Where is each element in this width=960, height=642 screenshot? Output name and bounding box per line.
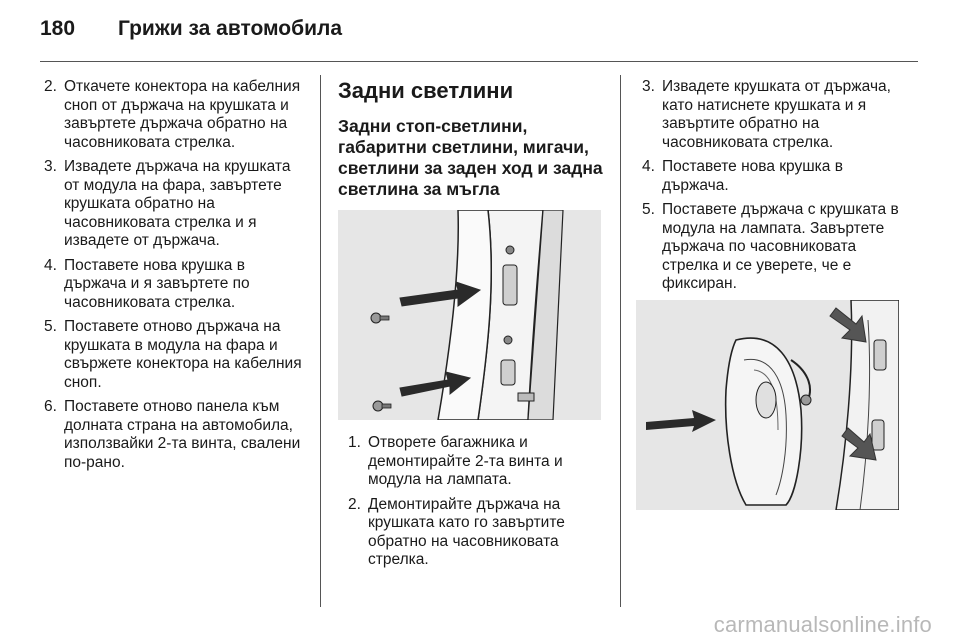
step-number: 3. (44, 158, 57, 175)
page-header (0, 0, 960, 60)
step-text: Демонтирайте държача на крушката като го завъртите обратно на часовниковата стрелка. (368, 495, 565, 568)
step-number: 5. (642, 201, 655, 218)
column-divider-1 (320, 75, 321, 607)
section-title: Задни светлини (338, 78, 514, 103)
step-number: 2. (44, 78, 57, 95)
column-divider-2 (620, 75, 621, 607)
column-right (642, 78, 904, 510)
step-item (44, 398, 310, 472)
step-text: Поставете отново държача на крушката в модула на фара и свържете конектора на кабелния сноп. (64, 318, 302, 391)
watermark: carmanualsonline.info (713, 612, 932, 637)
bulb-holder-illustration (636, 300, 899, 510)
step-text: Отворете багажника и демонтирайте 2-та винта и модула на лампата. (368, 434, 563, 488)
step-number: 4. (642, 158, 655, 175)
step-number: 3. (642, 78, 655, 95)
step-item (44, 257, 310, 313)
step-text: Откачете конектора на кабелния сноп от държача на крушката и завъртете държача обратно на часовниковата стрелка. (64, 78, 301, 151)
step-text: Поставете нова крушка в държача и я завъртете по часовниковата стрелка. (64, 256, 250, 311)
step-item (348, 496, 606, 570)
step-item (44, 158, 310, 251)
step-item (642, 78, 904, 152)
header-rule (40, 61, 918, 62)
step-number: 4. (44, 256, 57, 274)
step-item (348, 434, 606, 490)
lamp-screws-illustration (338, 210, 601, 420)
steps-list-middle (338, 434, 606, 570)
step-text: Извадете крушката от държача, като натиснете крушката и я завъртите обратно на часовниковата стрелка. (662, 78, 891, 151)
column-left (44, 78, 310, 478)
step-number: 2. (348, 495, 361, 513)
step-text: Поставете отново панела към долната страна на автомобила, използвайки 2-та винта, свалени по-рано. (64, 398, 301, 471)
step-text: Поставете държача с крушката в модула на лампата. Завъртете държача по часовниковата стрелка и се уверете, че е фиксиран. (662, 201, 899, 292)
chapter-title: Грижи за автомобила (118, 17, 343, 40)
figure-lamp-screws (338, 210, 601, 420)
step-item (642, 201, 904, 294)
page-number: 180 (40, 17, 76, 40)
step-item (642, 158, 904, 195)
steps-list-left (44, 78, 310, 472)
subsection-title: Задни стоп-светлини, габаритни светлини, мигачи, светлини за заден ход и задна светлина за мъгла (338, 116, 603, 199)
figure-bulb-holder (636, 300, 899, 510)
step-text: Извадете държача на крушката от модула на фара, завъртете крушката обратно на часовниковата стрелка и я извадете от държача. (64, 158, 291, 249)
step-item (44, 318, 310, 392)
steps-list-right (642, 78, 904, 294)
column-middle (338, 78, 606, 576)
step-number: 6. (44, 398, 57, 415)
step-item (44, 78, 310, 152)
step-number: 1. (348, 434, 361, 451)
step-text: Поставете нова крушка в държача. (662, 158, 843, 194)
step-number: 5. (44, 318, 57, 335)
